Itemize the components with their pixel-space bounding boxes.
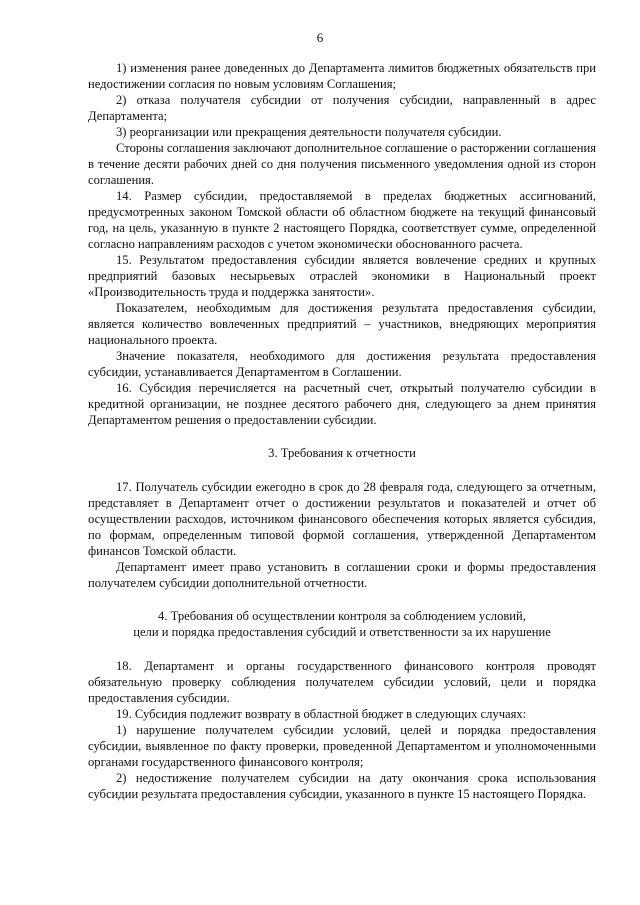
paragraph-item-2: 2) отказа получателя субсидии от получения субсидии, направленный в адрес Департамента; (88, 93, 596, 123)
paragraph-termination: Стороны соглашения заключают дополнительное соглашение о расторжении соглашения в течение десяти рабочих дней со дня получения письменного уведомления одной из сторон соглашения. (88, 141, 596, 187)
paragraph-14: 14. Размер субсидии, предоставляемой в пределах бюджетных ассигнований, предусмотренных законом Томской области об областном бюджете на текущий финансовый год, на цель, указанную в пункте 2 настоящего Порядка, соответствует сумме, определенной согласно направлениям расходов с учетом экономически обоснованного расчета. (88, 189, 596, 251)
section-heading-4 (88, 608, 596, 640)
section-heading-4-line-1: 4. Требования об осуществлении контроля за соблюдением условий, (158, 609, 526, 623)
paragraph-indicator-value: Значение показателя, необходимого для достижения результата предоставления субсидии, устанавливается Департаментом в Соглашении. (88, 349, 596, 379)
section-heading-3-line: 3. Требования к отчетности (268, 446, 416, 460)
spacer (88, 591, 596, 608)
paragraph-item-3: 3) реорганизации или прекращения деятельности получателя субсидии. (116, 125, 502, 139)
spacer (88, 461, 596, 479)
paragraph-indicator: Показателем, необходимым для достижения результата предоставления субсидии, является количество вовлеченных предприятий – участников, внедряющих мероприятия национального проекта. (88, 301, 596, 347)
section-heading-4-line-2: цели и порядка предоставления субсидий и ответственности за их нарушение (133, 625, 551, 639)
spacer (88, 640, 596, 658)
paragraph-item-1: 1) изменения ранее доведенных до Департамента лимитов бюджетных обязательств при недостижении согласия по новым условиям Соглашения; (88, 61, 596, 91)
paragraph-19-item-2: 2) недостижение получателем субсидии на дату окончания срока использования субсидии результата предоставления субсидии, указанного в пункте 15 настоящего Порядка. (88, 771, 596, 801)
spacer (88, 428, 596, 445)
paragraph-19-item-1: 1) нарушение получателем субсидии условий, целей и порядка предоставления субсидии, выявленное по факту проверки, проведенной Департаментом и уполномоченными органами государственного финансового контроля; (88, 723, 596, 769)
paragraph-15: 15. Результатом предоставления субсидии является вовлечение средних и крупных предприятий базовых несырьевых отраслей экономики в Национальный проект «Производительность труда и поддержка занятости». (88, 253, 596, 299)
section-heading-3 (88, 445, 596, 461)
paragraph-16: 16. Субсидия перечисляется на расчетный счет, открытый получателю субсидии в кредитной организации, не позднее десятого рабочего дня, следующего за днем принятия Департаментом решения о предоставлении субсидии. (88, 381, 596, 427)
paragraph-18: 18. Департамент и органы государственного финансового контроля проводят обязательную проверку соблюдения получателем субсидии условий, цели и порядка предоставления субсидии. (88, 659, 596, 705)
paragraph-17: 17. Получатель субсидии ежегодно в срок до 28 февраля года, следующего за отчетным, представляет в Департамент отчет о достижении результатов и показателей и отчет об осуществлении расходов, источником финансового обеспечения которых является субсидия, по формам, определенным типовой формой соглашения, утвержденной Департаментом финансов Томской области. (88, 480, 596, 558)
page-number: 6 (316, 30, 324, 45)
paragraph-19: 19. Субсидия подлежит возврату в областной бюджет в следующих случаях: (116, 707, 527, 721)
paragraph-additional-reporting: Департамент имеет право установить в соглашении сроки и формы предоставления получателем субсидии дополнительной отчетности. (88, 560, 596, 590)
document-body (88, 60, 596, 802)
